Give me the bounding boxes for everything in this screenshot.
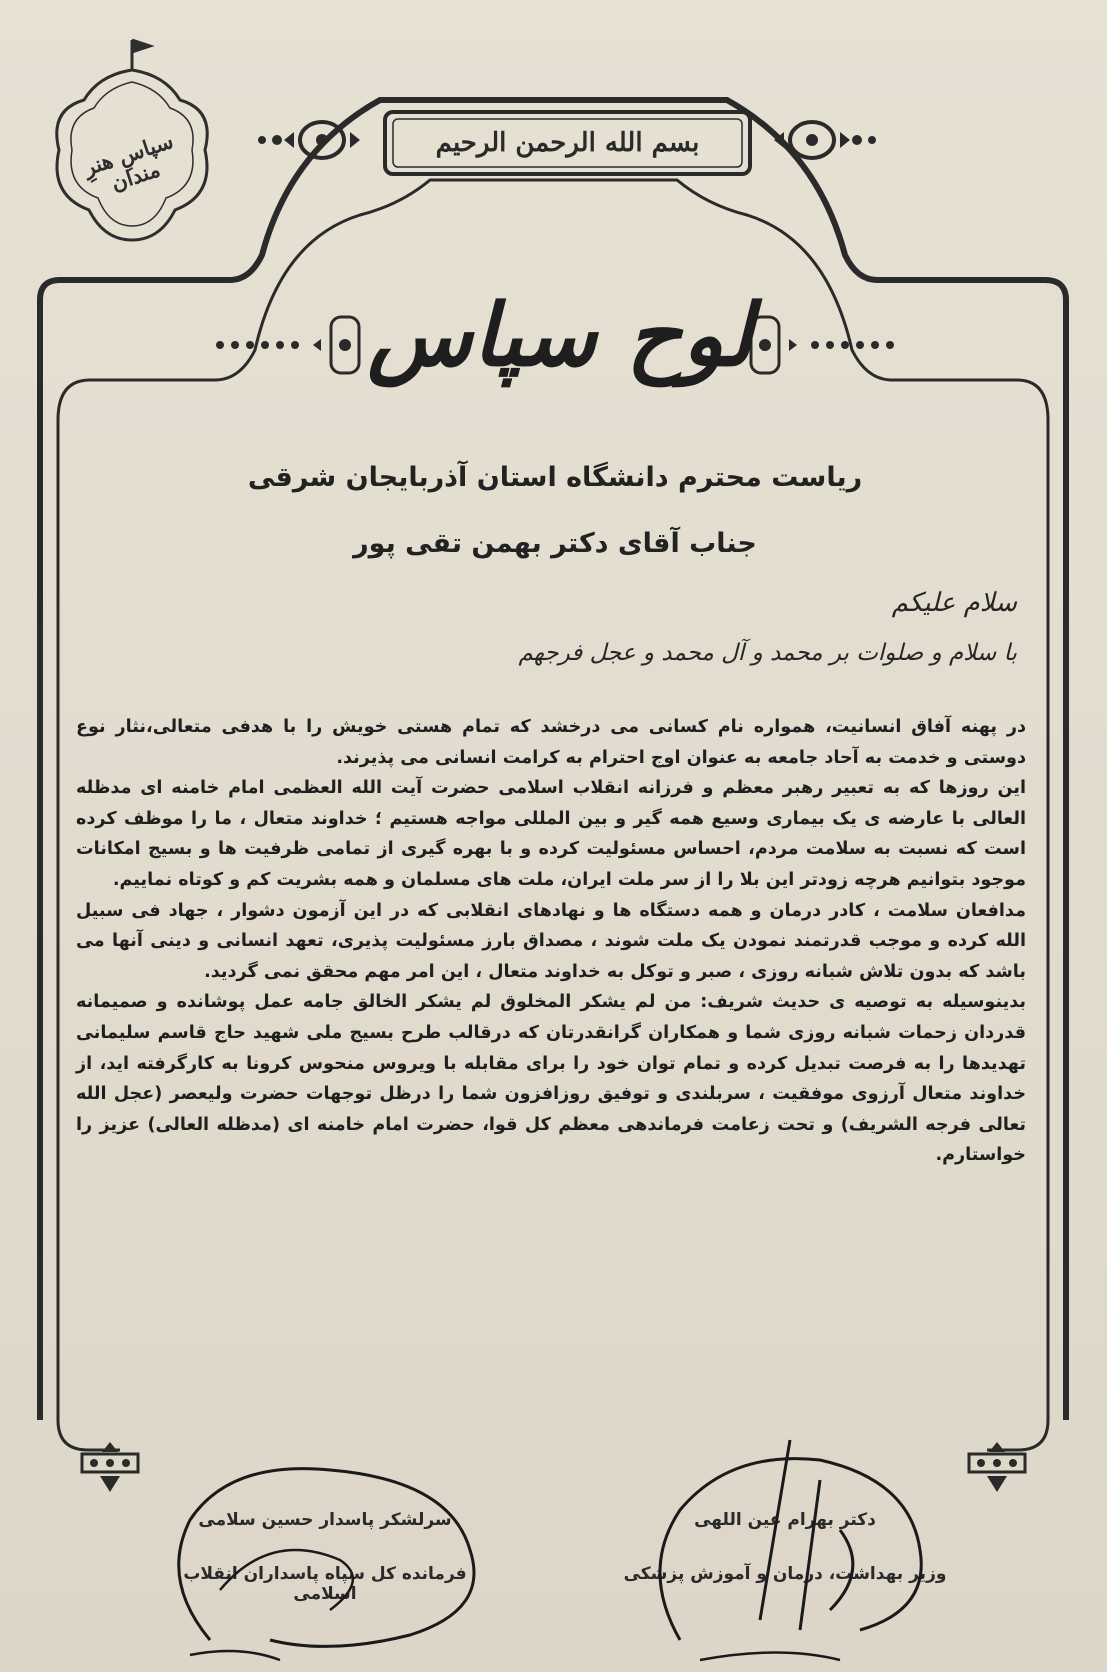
signature-block-left — [160, 1510, 490, 1604]
body-paragraph-4: بدینوسیله به توصیه ی حدیث شریف: من لم یشکر المخلوق لم یشکر الخالق جامه عمل پوشانده و صمیمانه قدردان زحمات شبانه روزی شما و همکاران گرانقدرتان که درقالب طرح بسیج ملی شهید حاج قاسم سلیمانی تهدیدها را به فرصت تبدیل کرده و تمام توان خود را برای مقابله با ویروس منحوس کرونا به کارگرفته اید، از خداوند متعال آرزوی موفقیت ، سربلندی و توفیق روزافزون شما را درظل توجهات حضرت ولیعصر (عجل الله تعالی فرجه الشریف) و تحت زعامت فرماندهی معظم کل قوا، حضرت امام خامنه ای (مدظله العالی) عزیز را خواستارم. — [76, 992, 1026, 1166]
body-paragraph-2: این روزها که به تعبیر رهبر معظم و فرزانه انقلاب اسلامی حضرت آیت الله العظمی امام خامنه ای مدظله العالی با عارضه ی یک بیماری وسیع همه گیر و بین المللی مواجه هستیم ؛ خداوند متعال ، ما را موظف کرده است که نسبت به سلامت مردم، احساس مسئولیت کرده و با بهره گیری از تمامی ظرفیت ها و بسیج امکانات موجود بتوانیم هرچه زودتر این بلا را از سر ملت ایران، ملت های مسلمان و همه بشریت کم و کوتاه نماییم. — [76, 778, 1026, 890]
signature-block-right — [620, 1510, 950, 1584]
signatory-name-left: سرلشکر پاسدار حسین سلامی — [198, 1510, 452, 1530]
salawat: با سلام و صلوات بر محمد و آل محمد و عجل فرجهم — [518, 640, 1017, 666]
body-paragraph-1: در پهنه آفاق انسانیت، همواره نام کسانی می درخشد که تمام هستی خویش را با هدفی متعالی،نثار نوع دوستی و خدمت به آحاد جامعه به عنوان اوج احترام به کرامت انسانی می پذیرند. — [76, 717, 1026, 768]
bismillah-calligraphy: بسم الله الرحمن الرحیم — [435, 128, 700, 158]
signatory-role-left: فرمانده کل سپاه پاسداران انقلاب اسلامی — [183, 1564, 467, 1604]
recipient-line-2: جناب آقای دکتر بهمن تقی پور — [353, 528, 757, 559]
signatory-name-right: دکتر بهرام عین اللهی — [694, 1510, 876, 1530]
seal-text: سپاسِ هنرِ مندان — [80, 127, 177, 196]
salutation: سلام علیکم — [891, 588, 1017, 618]
certificate-body — [76, 712, 1026, 1171]
signatory-role-right: وزیر بهداشت، درمان و آموزش پزشکی — [623, 1564, 947, 1584]
recipient-line-1: ریاست محترم دانشگاه استان آذربایجان شرقی — [247, 462, 863, 493]
body-paragraph-3: مدافعان سلامت ، کادر درمان و همه دستگاه ها و نهادهای انقلابی که در این آزمون دشوار ، جهاد فی سبیل الله کرده و موجب قدرتمند نمودن یک ملت شوند ، مصداق بارز مسئولیت پذیری، تعهد انسانی و دینی آنها می باشد که بدون تلاش شبانه روزی ، صبر و توکل به خداوند متعال ، این امر مهم محقق نمی گردید. — [76, 900, 1026, 982]
certificate-title: لوح سپاس — [367, 284, 753, 386]
